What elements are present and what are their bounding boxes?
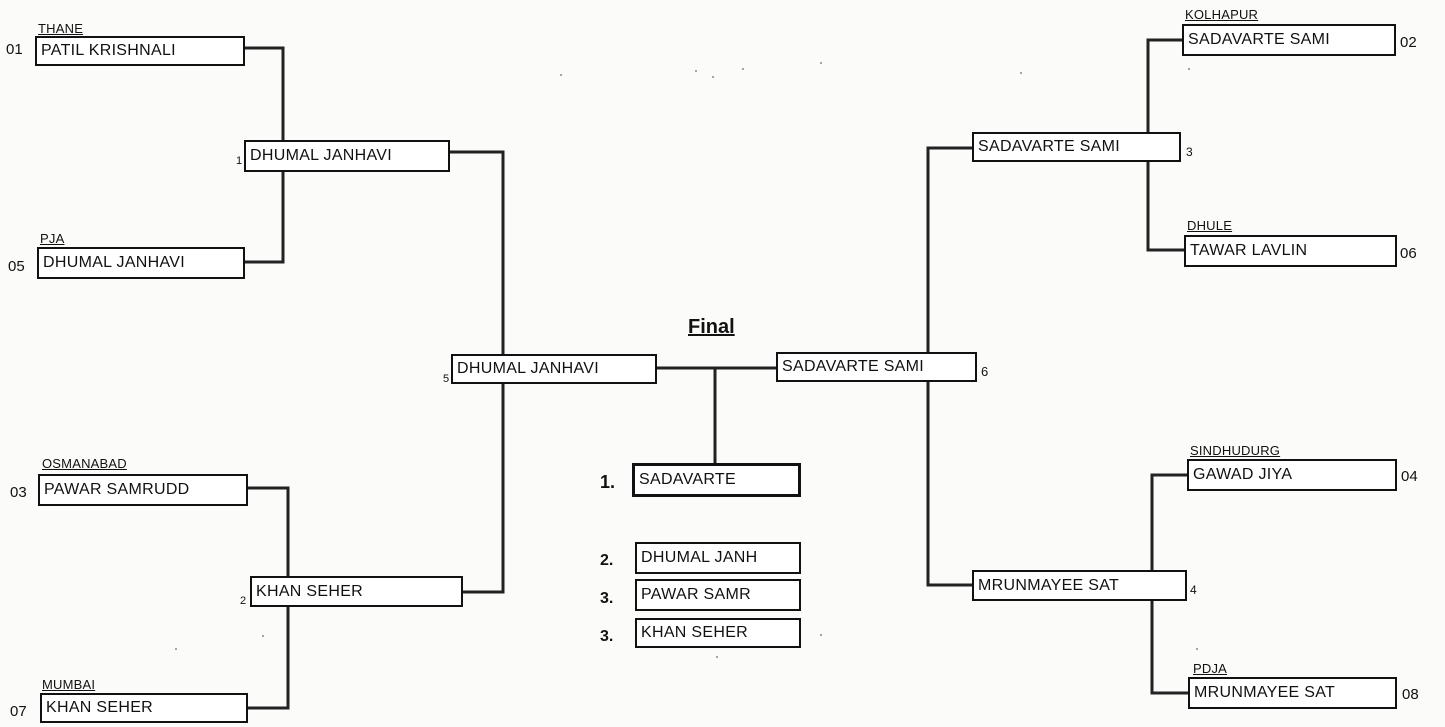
- match-number: 3: [1186, 145, 1193, 159]
- scan-speck: [560, 74, 562, 76]
- district-label: OSMANABAD: [42, 456, 127, 471]
- scan-speck: [1196, 648, 1198, 650]
- seed-number: 05: [8, 258, 25, 275]
- entry-box: PATIL KRISHNALI: [35, 36, 245, 66]
- match-number: 6: [981, 364, 989, 379]
- result-rank: 3.: [600, 628, 614, 645]
- district-label: SINDHUDURG: [1190, 443, 1281, 458]
- scan-speck: [742, 68, 744, 70]
- seed-number: 02: [1400, 34, 1417, 51]
- entry-box: KHAN SEHER: [40, 693, 248, 723]
- entry-box: DHUMAL JANHAVI: [37, 247, 245, 279]
- result-rank: 1.: [600, 472, 616, 492]
- match-winner-box: MRUNMAYEE SAT: [972, 570, 1187, 601]
- entry-box: MRUNMAYEE SAT: [1188, 677, 1397, 709]
- scan-speck: [1020, 72, 1022, 74]
- scan-speck: [716, 656, 718, 658]
- seed-number: 04: [1401, 468, 1418, 485]
- district-label: THANE: [38, 21, 84, 36]
- line-04-to-m4: [1152, 475, 1188, 575]
- match-winner-box: SADAVARTE SAMI: [972, 132, 1181, 162]
- entry-box: TAWAR LAVLIN: [1184, 235, 1397, 267]
- seed-number: 08: [1402, 686, 1419, 703]
- line-06-to-m3: [1148, 160, 1185, 250]
- seed-number: 01: [6, 41, 23, 58]
- district-label: PJA: [40, 231, 65, 246]
- result-rank: 2.: [600, 552, 614, 569]
- district-label: MUMBAI: [42, 677, 96, 692]
- line-03-to-m2: [248, 488, 288, 580]
- line-05-to-m1: [245, 170, 283, 262]
- scan-speck: [820, 634, 822, 636]
- match-number: 2: [240, 595, 247, 607]
- line-08-to-m4: [1152, 598, 1188, 693]
- result-rank: 3.: [600, 590, 614, 607]
- seed-number: 03: [10, 484, 27, 501]
- match-number: 1: [236, 155, 243, 167]
- entry-box: SADAVARTE SAMI: [1182, 24, 1396, 56]
- seed-number: 07: [10, 703, 27, 720]
- line-07-to-m2: [248, 603, 288, 708]
- district-label: PDJA: [1193, 661, 1228, 676]
- district-label: DHULE: [1187, 218, 1233, 233]
- entry-box: GAWAD JIYA: [1187, 459, 1397, 491]
- scan-speck: [1188, 68, 1190, 70]
- match-number: 5: [443, 373, 450, 385]
- line-m1-to-m5: [450, 152, 503, 356]
- line-02-to-m3: [1148, 40, 1185, 140]
- scan-speck: [712, 76, 714, 78]
- final-title: Final: [688, 316, 735, 338]
- line-m4-to-m6: [928, 382, 972, 585]
- match-number: 4: [1190, 583, 1197, 597]
- scan-speck: [175, 648, 177, 650]
- match-winner-box: DHUMAL JANHAVI: [451, 354, 657, 384]
- match-winner-box: KHAN SEHER: [250, 576, 463, 607]
- match-winner-box: SADAVARTE SAMI: [776, 352, 977, 382]
- line-01-to-m1: [245, 48, 283, 150]
- seed-number: 06: [1400, 245, 1417, 262]
- result-name: PAWAR SAMR: [635, 579, 801, 611]
- match-winner-box: DHUMAL JANHAVI: [244, 140, 450, 172]
- entry-box: PAWAR SAMRUDD: [38, 474, 248, 506]
- scan-speck: [695, 70, 697, 72]
- line-m2-to-m5: [463, 382, 503, 592]
- district-label: KOLHAPUR: [1185, 7, 1259, 22]
- scan-speck: [262, 635, 264, 637]
- scan-speck: [820, 62, 822, 64]
- result-name: KHAN SEHER: [635, 618, 801, 648]
- line-m3-to-m6: [928, 148, 972, 356]
- result-name: SADAVARTE: [632, 463, 801, 497]
- result-name: DHUMAL JANH: [635, 542, 801, 574]
